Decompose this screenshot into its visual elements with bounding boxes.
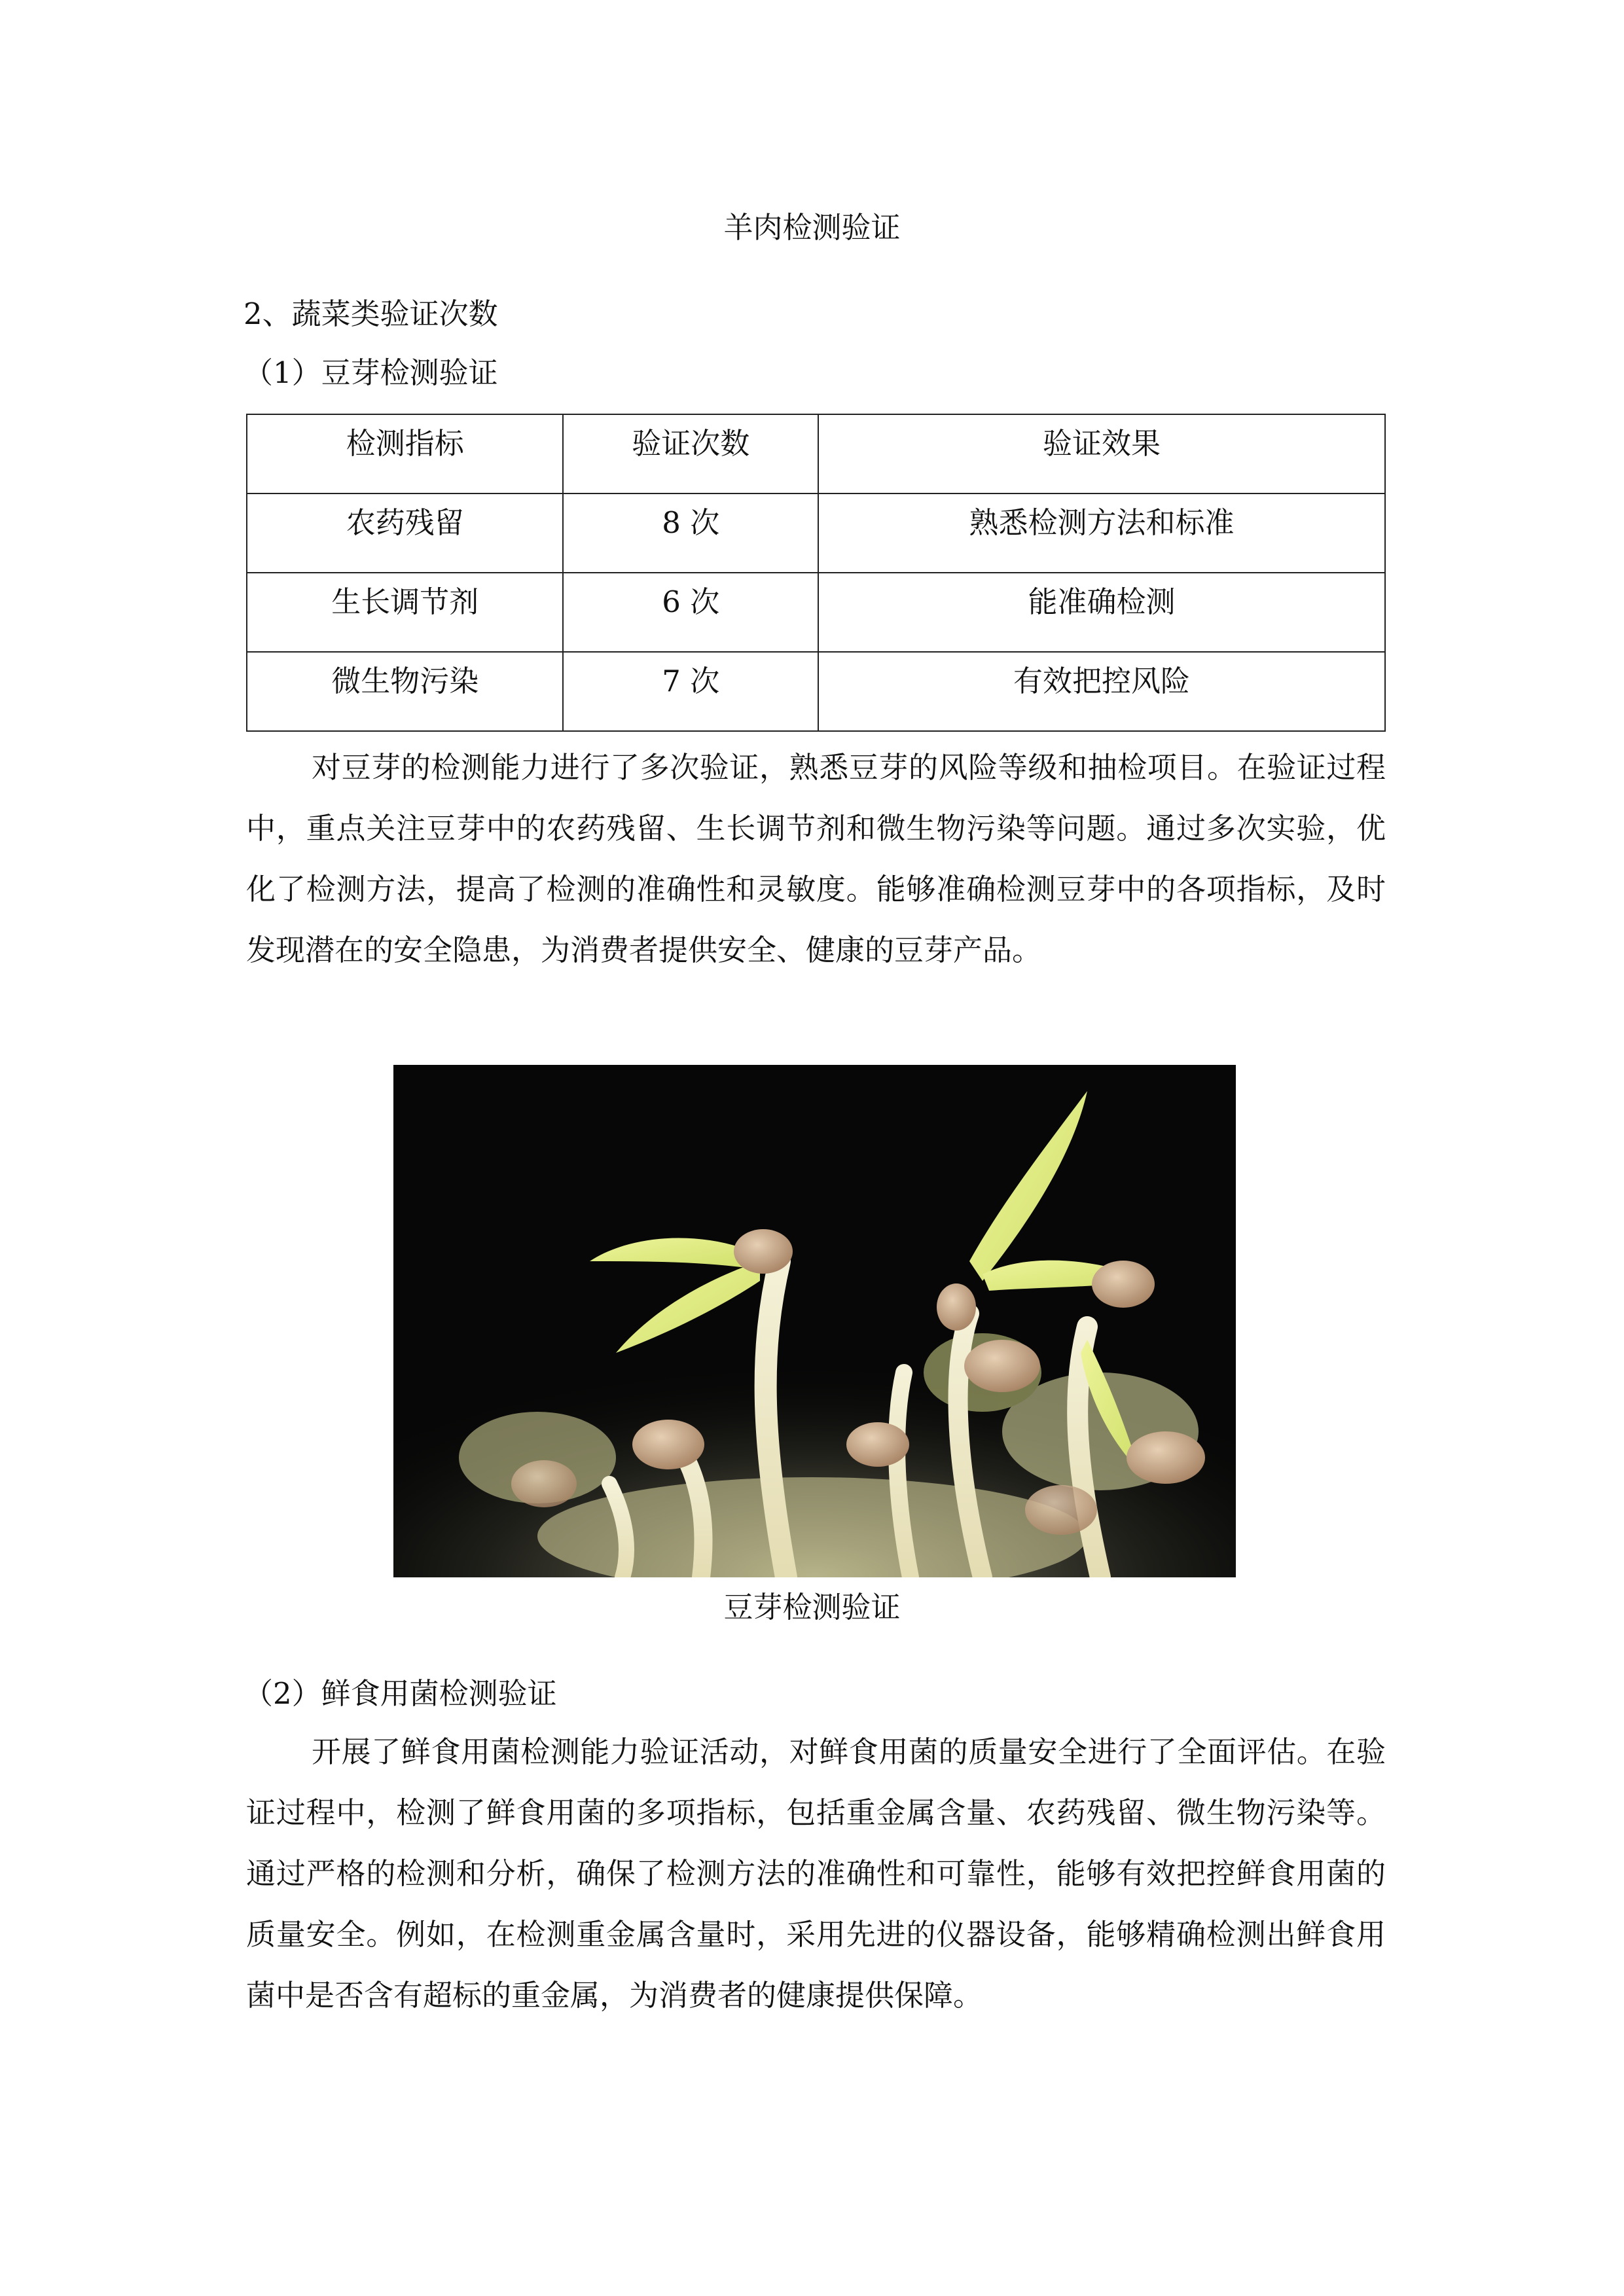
table-cell: 6 次 (563, 573, 818, 652)
section-heading: 2、蔬菜类验证次数 (244, 296, 498, 331)
table-cell: 熟悉检测方法和标准 (818, 493, 1385, 573)
bean-sprouts-photo (393, 1065, 1236, 1577)
fresh-mushrooms-paragraph: 开展了鲜食用菌检测能力验证活动，对鲜食用菌的质量安全进行了全面评估。在验证过程中，检测了鲜食用菌的多项指标，包括重金属含量、农药残留、微生物污染等。通过严格的检测和分析，确保了检测方法的准确性和可靠性，能够有效把控鲜食用菌的质量安全。例如，在检测重金属含量时，采用先进的仪器设备，能够精确检测出鲜食用菌中是否含有超标的重金属，为消费者的健康提供保障。 (246, 1734, 1386, 2013)
verification-table (246, 414, 1386, 732)
table-header-cell: 检测指标 (247, 414, 563, 493)
previous-figure-caption: 羊肉检测验证 (723, 210, 901, 245)
table-row (247, 573, 1385, 652)
photo-caption: 豆芽检测验证 (723, 1590, 901, 1624)
table-cell: 有效把控风险 (818, 652, 1385, 731)
table-cell: 农药残留 (247, 493, 563, 573)
table-cell: 8 次 (563, 493, 818, 573)
sprouts-illustration (393, 1065, 1236, 1577)
table-cell: 7 次 (563, 652, 818, 731)
table-row (247, 652, 1385, 731)
subsection-heading-bean-sprouts: （1）豆芽检测验证 (244, 355, 498, 390)
bean-sprouts-paragraph: 对豆芽的检测能力进行了多次验证，熟悉豆芽的风险等级和抽检项目。在验证过程中，重点关注豆芽中的农药残留、生长调节剂和微生物污染等问题。通过多次实验，优化了检测方法，提高了检测的准确性和灵敏度。能够准确检测豆芽中的各项指标，及时发现潜在的安全隐患，为消费者提供安全、健康的豆芽产品。 (246, 750, 1386, 967)
table-cell: 生长调节剂 (247, 573, 563, 652)
table-row (247, 493, 1385, 573)
table-cell: 能准确检测 (818, 573, 1385, 652)
table-header-cell: 验证次数 (563, 414, 818, 493)
subsection-heading-fresh-mushrooms: （2）鲜食用菌检测验证 (244, 1676, 557, 1711)
table-cell: 微生物污染 (247, 652, 563, 731)
table-header-cell: 验证效果 (818, 414, 1385, 493)
table-header-row (247, 414, 1385, 493)
